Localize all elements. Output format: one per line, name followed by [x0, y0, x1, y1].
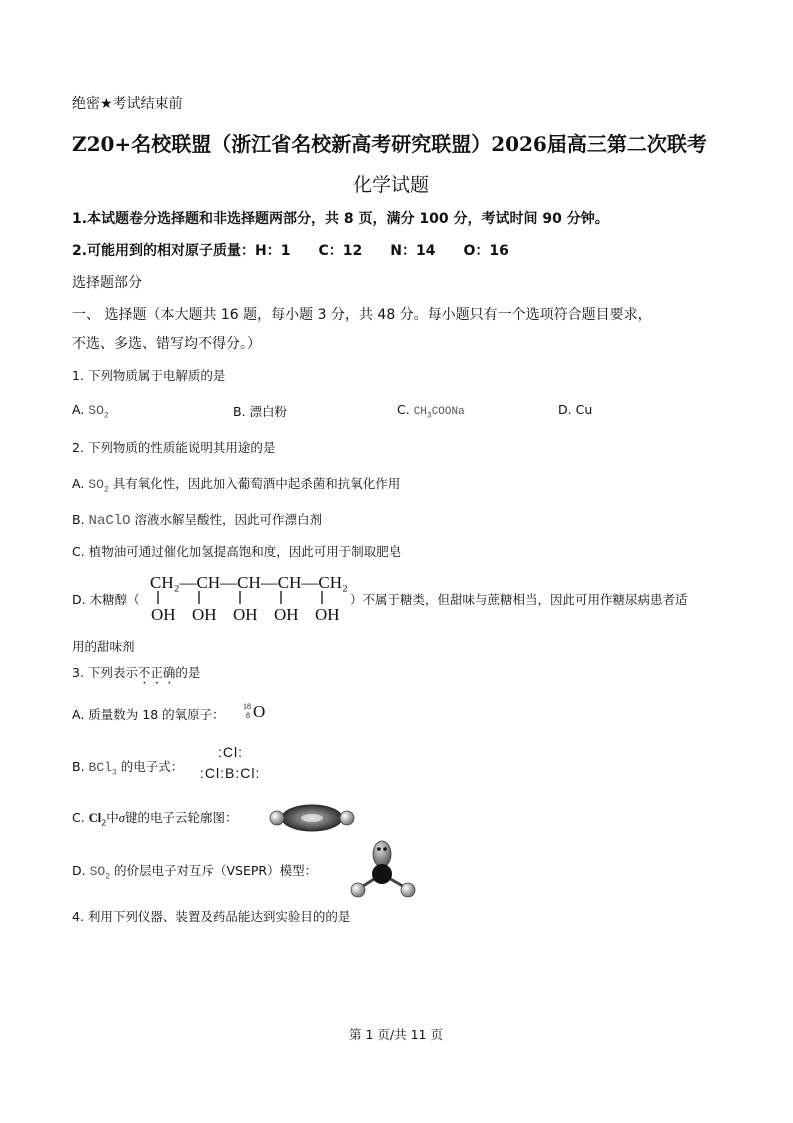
xylitol-oh-3: OH	[233, 605, 258, 624]
subscript: 2	[103, 485, 109, 495]
formula: SO	[88, 403, 104, 418]
stem-text: 3. 下列表示	[72, 665, 138, 680]
option-text: 溶液水解呈酸性，因此可作漂白剂	[134, 512, 323, 527]
vsepr-model-diagram	[346, 838, 420, 902]
bcl3-dot-mid: :Cl:B:Cl:	[200, 765, 261, 781]
q2-option-d-label	[72, 590, 140, 608]
option-label: A.	[72, 476, 85, 491]
q1-option-c	[397, 402, 465, 421]
subscript: 2	[101, 818, 107, 828]
option-text: 的价层电子对互斥（VSEPR）模型：	[114, 863, 318, 878]
xylitol-oh-4: OH	[274, 605, 299, 624]
option-text: Cu	[575, 402, 593, 417]
subject-title: 化学试题	[353, 174, 430, 196]
option-text: 质量数为 18 的氧原子：	[88, 707, 225, 722]
option-label: C.	[72, 544, 85, 559]
xylitol-oh-2: OH	[192, 605, 217, 624]
section-part: 选择题部分	[72, 275, 142, 291]
formula: SO	[88, 477, 104, 492]
option-text: 具有氧化性，因此加入葡萄酒中起杀菌和抗氧化作用	[112, 476, 401, 491]
option-label: D.	[72, 863, 86, 878]
option-label: B.	[233, 404, 246, 419]
option-label: A.	[72, 402, 85, 417]
option-text: 木糖醇（	[89, 592, 140, 607]
option-label: A.	[72, 707, 85, 722]
sigma-orbital-diagram	[268, 798, 356, 838]
isotope-symbol: O	[253, 702, 266, 721]
q3-option-a	[72, 705, 225, 723]
option-text: 键的电子云轮廓图：	[124, 810, 238, 825]
section-heading-line2: 不选、多选、错写均不得分。）	[72, 336, 261, 352]
option-label: C.	[72, 810, 85, 825]
q2-option-d-text: ）不属于糖类，但甜味与蔗糖相当，因此可用作糖尿病患者适	[350, 592, 688, 607]
subscript: 3	[111, 768, 117, 778]
option-label: B.	[72, 759, 85, 774]
subscript: 3	[426, 411, 432, 421]
exam-title: Z20+名校联盟（浙江省名校新高考研究联盟）2026届高三第二次联考	[72, 132, 707, 156]
formula: CH	[413, 406, 427, 418]
option-label: C.	[397, 402, 410, 417]
confidential-mark: 绝密★考试结束前	[72, 96, 183, 112]
page-footer: 第 1 页/共 11 页	[349, 1027, 443, 1042]
atomic-number: 8	[246, 711, 250, 720]
q2-option-d-cont: 用的甜味剂	[72, 639, 135, 654]
q1-option-a	[72, 402, 109, 421]
xylitol-chain: CH₂—CH—CH—CH—CH₂	[150, 573, 348, 592]
note-1: 1.本试题卷分选择题和非选择题两部分，共 8 页，满分 100 分，考试时间 90 分钟。	[72, 211, 609, 227]
sigma-symbol: σ	[118, 811, 125, 825]
q3-option-d	[72, 861, 317, 882]
stem-text: 的是	[175, 665, 201, 680]
option-text: 植物油可通过催化加氢提高饱和度，因此可用于制取肥皂	[88, 544, 402, 559]
xylitol-oh-1: OH	[151, 605, 176, 624]
q1-option-b	[233, 402, 287, 420]
q3-option-c	[72, 808, 237, 828]
option-label: D.	[558, 402, 572, 417]
q2-option-b	[72, 510, 322, 529]
subscript: 2	[103, 411, 109, 421]
formula: COONa	[431, 406, 465, 418]
formula: SO	[89, 864, 106, 879]
q3-stem	[72, 663, 200, 687]
option-text: 漂白粉	[249, 404, 288, 419]
q2-stem: 2. 下列物质的性质能说明其用途的是	[72, 440, 276, 455]
option-text: 中	[106, 810, 119, 825]
q2-option-a	[72, 474, 400, 495]
formula: Cl	[88, 811, 102, 825]
stem-emphasis: 不正确	[137, 665, 176, 680]
bcl3-dot-top: :Cl:	[218, 744, 243, 760]
formula: BCl	[88, 760, 112, 775]
q4-stem: 4. 利用下列仪器、装置及药品能达到实验目的的是	[72, 909, 351, 924]
xylitol-bonds	[150, 591, 350, 605]
xylitol-oh-5: OH	[315, 605, 340, 624]
q1-option-d	[558, 402, 592, 417]
isotope-numbers	[243, 702, 251, 720]
mass-number: 18	[243, 702, 251, 711]
section-heading-line1: 一、 选择题（本大题共 16 题，每小题 3 分，共 48 分。每小题只有一个选项符合题目要求，	[72, 307, 652, 323]
subscript: 2	[105, 872, 111, 882]
formula: NaClO	[88, 513, 131, 529]
q1-stem: 1. 下列物质属于电解质的是	[72, 368, 226, 383]
option-text: 的电子式：	[120, 759, 184, 774]
note-2: 2.可能用到的相对原子质量：H：1 C：12 N：14 O：16	[72, 243, 509, 259]
q2-option-c	[72, 542, 401, 560]
option-label: D.	[72, 592, 86, 607]
option-label: B.	[72, 512, 85, 527]
q3-option-b	[72, 757, 183, 778]
